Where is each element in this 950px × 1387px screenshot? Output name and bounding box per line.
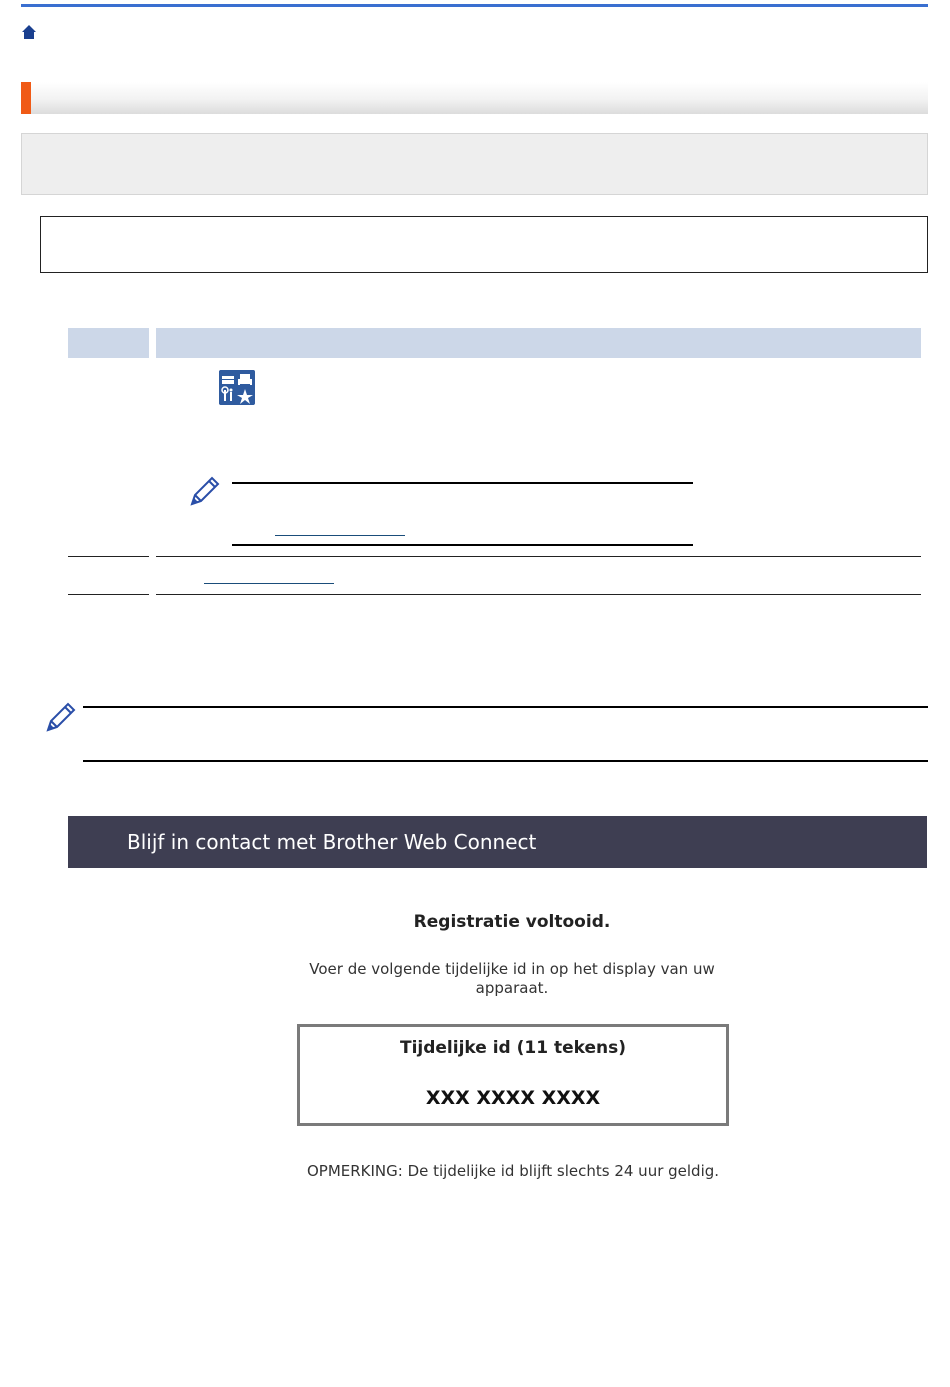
temporary-id-value: XXX XXXX XXXX [425,1087,601,1109]
row-divider [156,594,921,595]
registration-note: OPMERKING: De tijdelijke id blijft slechts 24 uur geldig. [306,1162,720,1180]
table-header-description [156,328,921,358]
note-top-rule [232,482,693,484]
web-connect-banner: Blijf in contact met Brother Web Connect [68,816,927,868]
home-icon[interactable] [21,24,37,40]
top-rule [21,4,928,7]
registration-title: Registratie voltooid. [413,912,611,932]
table-note-link[interactable] [275,535,405,536]
temporary-id-label: Tijdelijke id (11 tekens) [399,1038,626,1058]
section-accent [21,82,31,114]
row-divider [68,556,149,557]
intro-panel [21,133,928,195]
note-bottom-rule [83,760,928,762]
note-top-rule [83,706,928,708]
row-divider [156,556,921,557]
section-title-bar [21,82,928,114]
table-header-option [68,328,149,358]
pencil-note-icon [44,700,78,734]
registration-instruction: Voer de volgende tijdelijke id in op het display van uw apparaat. [309,960,715,997]
note-bottom-rule [232,544,693,546]
pencil-note-icon [188,474,222,508]
row-divider [68,594,149,595]
brother-apps-icon [219,370,255,405]
info-box [40,216,928,273]
table-row-link[interactable] [204,583,334,584]
